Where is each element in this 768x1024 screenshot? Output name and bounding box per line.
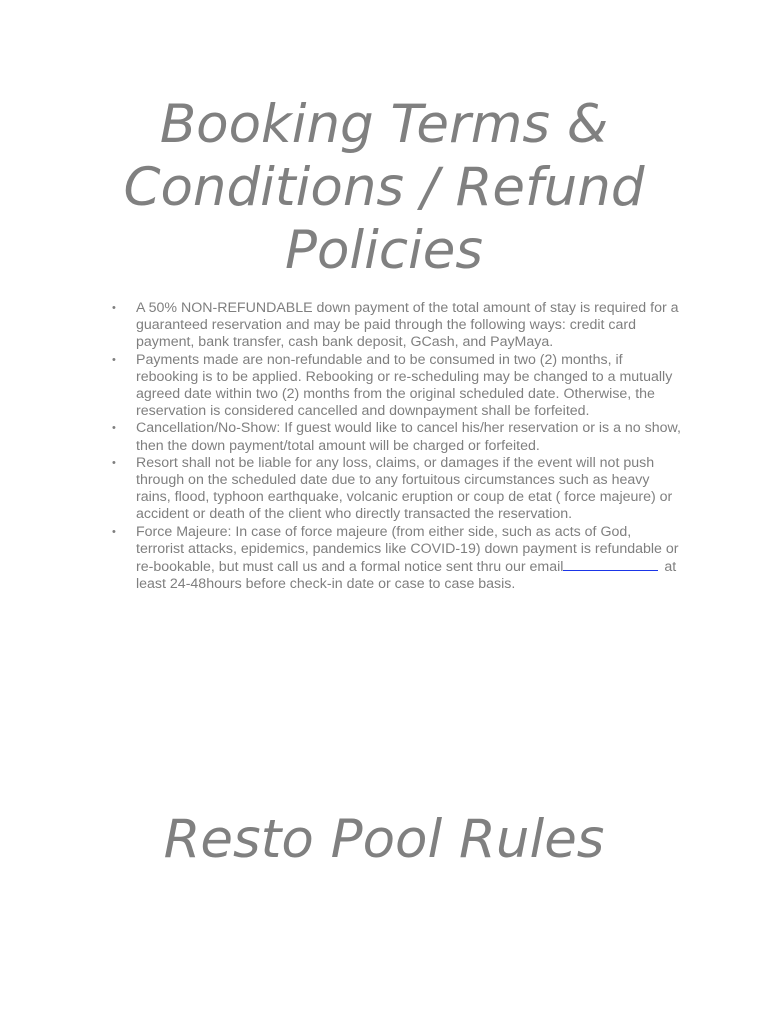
term-text: Force Majeure: In case of force majeure (from either side, such as acts of God, terrorist attacks, epidemics, pandemics like COVID-19) down payment is refundable or re-bookable, but must call us and a formal notice sent thru our email <box>136 523 679 576</box>
term-text: Payments made are non-refundable and to be consumed in two (2) months, if rebooking is to be applied. Rebooking or re-scheduling may be changed to a mutually agreed date within two (2) months from the original scheduled date. Otherwise, the reservation is considered cancelled and downpayment shall be forfeited. <box>136 351 673 420</box>
bullet-icon: • <box>112 302 116 314</box>
bullet-icon: • <box>112 456 116 469</box>
bullet-icon: • <box>112 422 116 435</box>
section-title: Resto Pool Rules <box>163 809 605 870</box>
list-item <box>112 300 682 352</box>
term-text-continued: at least 24-48hours before check-in date or case to case basis. <box>136 559 677 593</box>
term-text: Resort shall not be liable for any loss, claims, or damages if the event will not push through on the scheduled date due to any fortuitous circumstances such as heavy rains, flood, typhoon earthquake, volcanic eruption or coup de etat ( force majeure) or accident or death of the client who directly transacted the reservation. <box>136 454 673 523</box>
bullet-icon: • <box>112 353 116 366</box>
list-item <box>112 524 682 594</box>
terms-list <box>112 300 682 593</box>
term-text: A 50% NON-REFUNDABLE down payment of the total amount of stay is required for a guaranteed reservation and may be paid through the following ways: credit card payment, bank transfer, cash bank deposit, GCash, and PayMaya. <box>136 300 679 351</box>
email-link[interactable] <box>563 558 658 571</box>
list-item <box>112 420 682 454</box>
bullet-icon: • <box>112 525 116 538</box>
page-title: Booking Terms & Conditions / Refund Policies <box>123 94 645 281</box>
term-text: Cancellation/No-Show: If guest would like to cancel his/her reservation or is a no show, then the down payment/total amount will be charged or forfeited. <box>136 420 681 454</box>
list-item <box>112 352 682 421</box>
list-item <box>112 455 682 524</box>
